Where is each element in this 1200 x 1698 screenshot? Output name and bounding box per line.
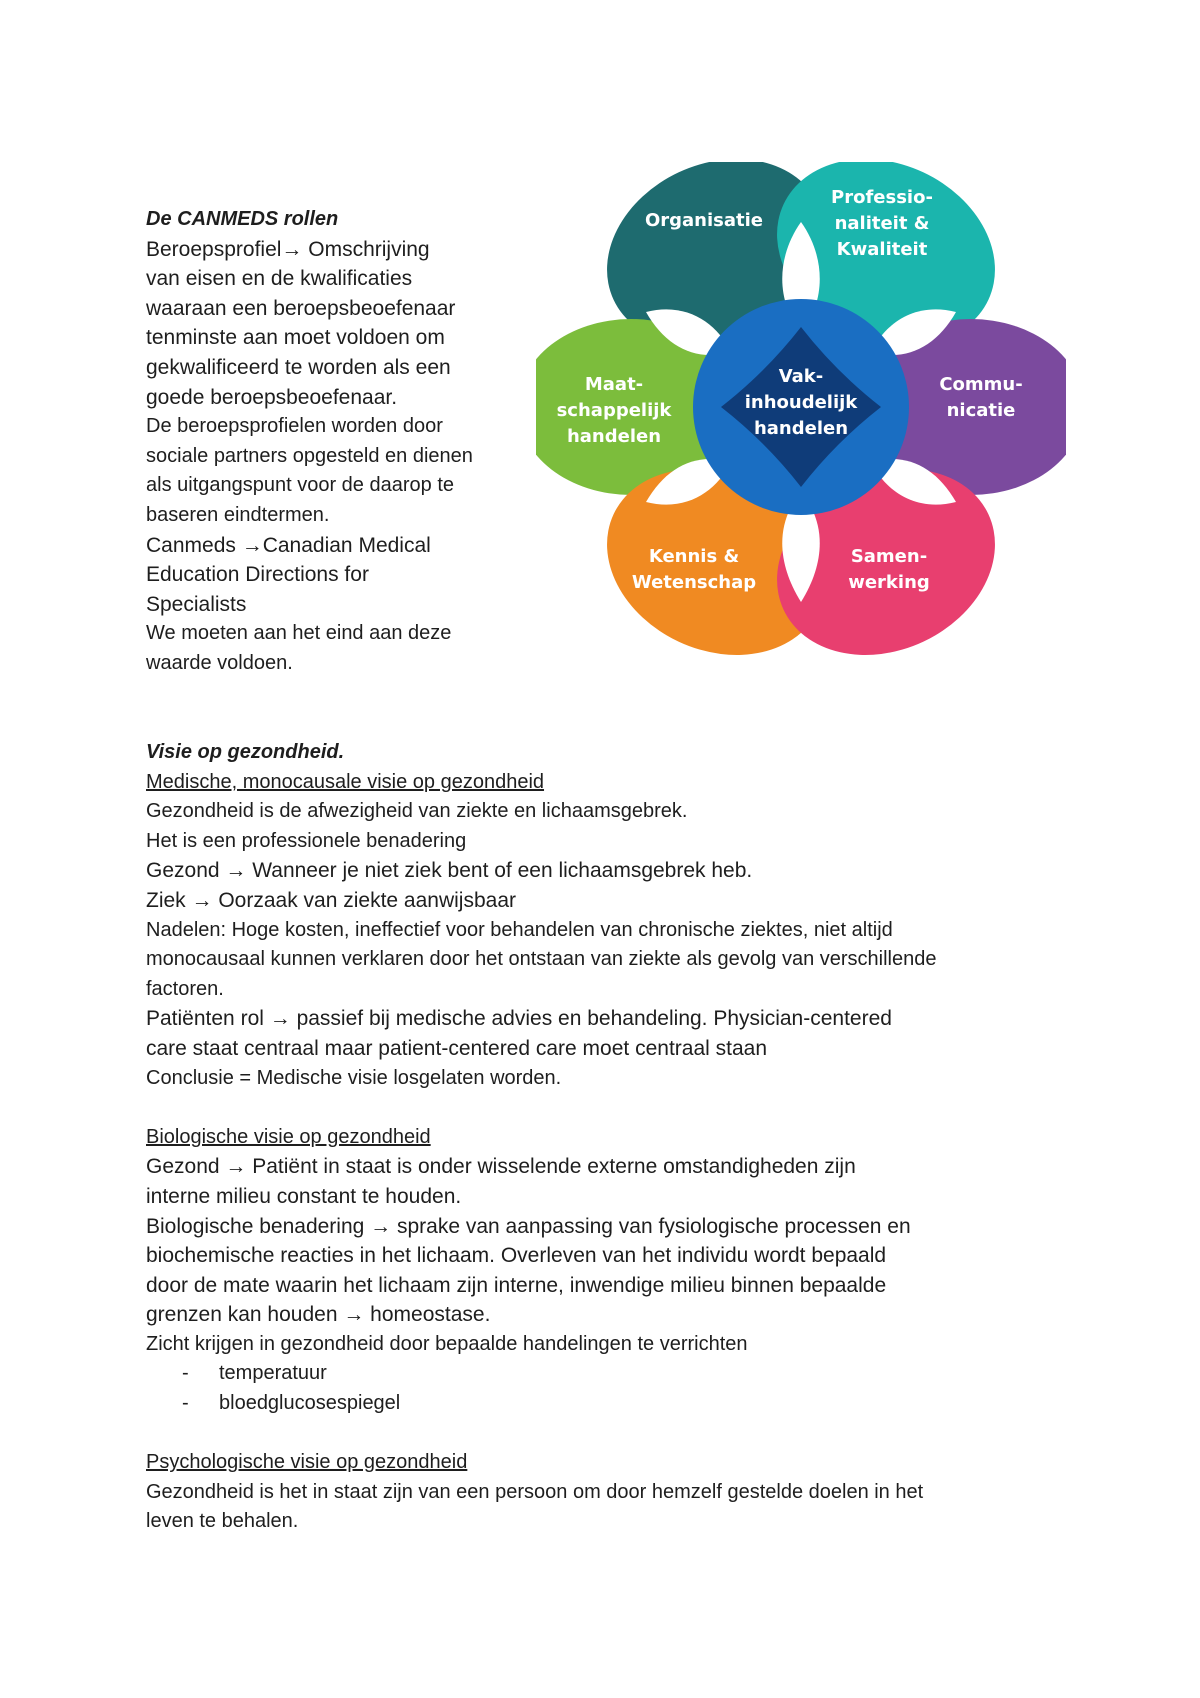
medisch-line: care staat centraal maar patient-centered care moet centraal staan	[146, 1036, 767, 1060]
petal-label-kennis: Wetenschap	[631, 572, 757, 593]
petal-label-professionaliteit: naliteit &	[834, 213, 930, 234]
medisch-title: Medische, monocausale visie op gezondheid	[146, 770, 545, 793]
biologisch-line: Biologische benadering → sprake van aanpassing van fysiologische processen en	[146, 1214, 911, 1238]
psychologisch-line: leven te behalen.	[146, 1510, 299, 1533]
intro-line: Canmeds →Canadian Medical	[146, 533, 431, 557]
bullet-marker: -	[182, 1392, 189, 1415]
intro-line: Specialists	[146, 592, 247, 616]
bullet-marker: -	[182, 1362, 189, 1385]
petal-label-professionaliteit: Kwaliteit	[836, 239, 928, 260]
biologisch-line: Zicht krijgen in gezondheid door bepaalde handelingen te verrichten	[146, 1332, 748, 1355]
center-label: Vak-	[778, 366, 824, 387]
center-label: inhoudelijk	[744, 392, 858, 413]
petal-label-maatschappelijk: Maat-	[584, 374, 644, 395]
intro-line: waarde voldoen.	[146, 651, 293, 674]
intro-line: gekwalificeerd te worden als een	[146, 355, 451, 379]
canmeds-diagram	[536, 162, 1066, 658]
psychologisch-line: Gezondheid is het in staat zijn van een persoon om door hemzelf gestelde doelen in het	[146, 1480, 924, 1503]
medisch-line: Nadelen: Hoge kosten, ineffectief voor behandelen van chronische ziektes, niet altijd	[146, 918, 893, 941]
medisch-line: Gezondheid is de afwezigheid van ziekte en lichaamsgebrek.	[146, 800, 688, 823]
intro-line: waaraan een beroepsbeoefenaar	[146, 296, 456, 320]
intro-line: van eisen en de kwalificaties	[146, 267, 413, 291]
petal-label-maatschappelijk: handelen	[566, 426, 662, 447]
intro-line: als uitgangspunt voor de daarop te	[146, 474, 454, 497]
medisch-line: Ziek → Oorzaak van ziekte aanwijsbaar	[146, 888, 516, 912]
visie-section	[146, 738, 1066, 1537]
list-item	[146, 1389, 1066, 1419]
intro-line: Education Directions for	[146, 563, 369, 587]
medisch-line: Conclusie = Medische visie losgelaten worden.	[146, 1066, 562, 1089]
intro-line: Beroepsprofiel→ Omschrijving	[146, 237, 430, 261]
medisch-line: Gezond → Wanneer je niet ziek bent of een lichaamsgebrek heb.	[146, 859, 753, 883]
medisch-line: factoren.	[146, 977, 224, 1000]
biologisch-title: Biologische visie op gezondheid	[146, 1125, 431, 1148]
medisch-line: Het is een professionele benadering	[146, 829, 467, 852]
petal-label-samenwerking: Samen-	[850, 546, 928, 567]
petal-label-samenwerking: werking	[848, 572, 930, 593]
biologisch-line: grenzen kan houden → homeostase.	[146, 1303, 491, 1327]
biologisch-line: door de mate waarin het lichaam zijn interne, inwendige milieu binnen bepaalde	[146, 1273, 887, 1297]
bullet-text: bloedglucosespiegel	[219, 1392, 401, 1415]
biologisch-line: interne milieu constant te houden.	[146, 1184, 462, 1208]
petal-label-kennis: Kennis &	[648, 546, 740, 567]
intro-line: De beroepsprofielen worden door	[146, 415, 443, 438]
biologisch-line: Gezond → Patiënt in staat is onder wisselende externe omstandigheden zijn	[146, 1155, 856, 1179]
petal-label-communicatie: Commu-	[939, 374, 1023, 395]
biologisch-line: biochemische reacties in het lichaam. Overleven van het individu wordt bepaald	[146, 1244, 887, 1268]
intro-line: We moeten aan het eind aan deze	[146, 622, 452, 645]
petal-label-professionaliteit: Professio-	[831, 187, 933, 208]
petal-label-communicatie: nicatie	[946, 400, 1016, 421]
center-label: handelen	[753, 418, 849, 439]
intro-line: baseren eindtermen.	[146, 503, 330, 526]
list-item	[146, 1359, 1066, 1389]
medisch-line: monocausaal kunnen verklaren door het ontstaan van ziekte als gevolg van verschillende	[146, 948, 937, 971]
petal-label-maatschappelijk: schappelijk	[556, 400, 672, 421]
visie-heading: Visie op gezondheid.	[146, 741, 345, 763]
bullet-text: temperatuur	[219, 1362, 327, 1385]
psychologisch-title: Psychologische visie op gezondheid	[146, 1451, 468, 1474]
intro-line: goede beroepsbeoefenaar.	[146, 385, 398, 409]
canmeds-heading: De CANMEDS rollen	[146, 208, 339, 230]
petal-label-organisatie: Organisatie	[644, 210, 764, 231]
medisch-line: Patiënten rol → passief bij medische advies en behandeling. Physician-centered	[146, 1007, 892, 1031]
canmeds-intro	[146, 205, 526, 679]
intro-line: tenminste aan moet voldoen om	[146, 326, 445, 350]
intro-line: sociale partners opgesteld en dienen	[146, 444, 473, 467]
